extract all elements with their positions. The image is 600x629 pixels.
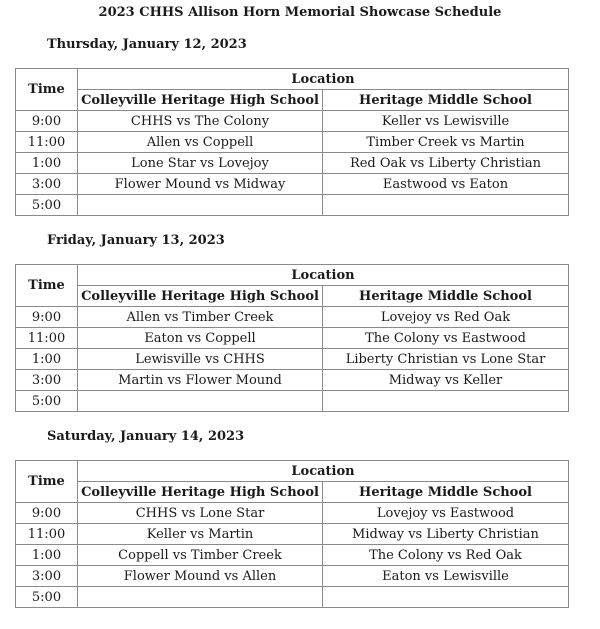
- page-title: 2023 CHHS Allison Horn Memorial Showcase Schedule: [98, 5, 502, 20]
- game-cell-chhs: Coppell vs Timber Creek: [78, 545, 323, 566]
- table-row: [16, 111, 569, 132]
- game-cell-hms: Liberty Christian vs Lone Star: [323, 349, 569, 370]
- time-cell: 3:00: [16, 370, 78, 391]
- game-cell-hms: Timber Creek vs Martin: [323, 132, 569, 153]
- game-cell-hms: Red Oak vs Liberty Christian: [323, 153, 569, 174]
- venue-header-hms: Heritage Middle School: [323, 482, 569, 503]
- game-cell-chhs: CHHS vs The Colony: [78, 111, 323, 132]
- time-cell: 1:00: [16, 153, 78, 174]
- time-header: Time: [16, 265, 78, 307]
- game-cell-chhs: Eaton vs Coppell: [78, 328, 323, 349]
- game-cell-chhs: Flower Mound vs Allen: [78, 566, 323, 587]
- table-row: [16, 587, 569, 608]
- time-cell: 9:00: [16, 111, 78, 132]
- venue-header-hms: Heritage Middle School: [323, 90, 569, 111]
- time-cell: 9:00: [16, 503, 78, 524]
- time-header: Time: [16, 461, 78, 503]
- time-cell: 1:00: [16, 349, 78, 370]
- time-cell: 3:00: [16, 174, 78, 195]
- game-cell-hms: Eastwood vs Eaton: [323, 174, 569, 195]
- game-cell-hms: Lovejoy vs Eastwood: [323, 503, 569, 524]
- game-cell-chhs: [78, 391, 323, 412]
- time-cell: 1:00: [16, 545, 78, 566]
- schedule-table-friday: [15, 264, 569, 412]
- table-row: [16, 566, 569, 587]
- game-cell-chhs: Allen vs Coppell: [78, 132, 323, 153]
- game-cell-hms: Midway vs Liberty Christian: [323, 524, 569, 545]
- table-row: [16, 132, 569, 153]
- game-cell-chhs: [78, 587, 323, 608]
- game-cell-chhs: CHHS vs Lone Star: [78, 503, 323, 524]
- table-row: [16, 153, 569, 174]
- schedule-table-thursday: [15, 68, 569, 216]
- table-row: [16, 545, 569, 566]
- game-cell-hms: Lovejoy vs Red Oak: [323, 307, 569, 328]
- time-cell: 5:00: [16, 195, 78, 216]
- game-cell-chhs: Lone Star vs Lovejoy: [78, 153, 323, 174]
- game-cell-chhs: Allen vs Timber Creek: [78, 307, 323, 328]
- table-row: [16, 370, 569, 391]
- game-cell-chhs: Martin vs Flower Mound: [78, 370, 323, 391]
- game-cell-hms: [323, 587, 569, 608]
- game-cell-hms: [323, 391, 569, 412]
- location-header: Location: [78, 461, 569, 482]
- day-heading-thursday: Thursday, January 12, 2023: [47, 37, 247, 52]
- table-row: [16, 349, 569, 370]
- game-cell-chhs: [78, 195, 323, 216]
- time-cell: 11:00: [16, 524, 78, 545]
- game-cell-chhs: Keller vs Martin: [78, 524, 323, 545]
- game-cell-hms: [323, 195, 569, 216]
- game-cell-hms: The Colony vs Eastwood: [323, 328, 569, 349]
- time-cell: 9:00: [16, 307, 78, 328]
- day-heading-saturday: Saturday, January 14, 2023: [47, 429, 245, 444]
- location-header: Location: [78, 265, 569, 286]
- game-cell-hms: The Colony vs Red Oak: [323, 545, 569, 566]
- venue-header-hms: Heritage Middle School: [323, 286, 569, 307]
- time-cell: 5:00: [16, 391, 78, 412]
- time-cell: 3:00: [16, 566, 78, 587]
- table-row: [16, 503, 569, 524]
- table-row: [16, 307, 569, 328]
- game-cell-hms: Keller vs Lewisville: [323, 111, 569, 132]
- venue-header-chhs: Colleyville Heritage High School: [78, 286, 323, 307]
- table-row: [16, 195, 569, 216]
- time-cell: 11:00: [16, 328, 78, 349]
- venue-header-chhs: Colleyville Heritage High School: [78, 482, 323, 503]
- location-header: Location: [78, 69, 569, 90]
- schedule-table-saturday: [15, 460, 569, 608]
- game-cell-chhs: Lewisville vs CHHS: [78, 349, 323, 370]
- time-header: Time: [16, 69, 78, 111]
- table-row: [16, 328, 569, 349]
- venue-header-chhs: Colleyville Heritage High School: [78, 90, 323, 111]
- table-row: [16, 391, 569, 412]
- time-cell: 11:00: [16, 132, 78, 153]
- day-heading-friday: Friday, January 13, 2023: [47, 233, 225, 248]
- game-cell-hms: Midway vs Keller: [323, 370, 569, 391]
- time-cell: 5:00: [16, 587, 78, 608]
- table-row: [16, 174, 569, 195]
- game-cell-hms: Eaton vs Lewisville: [323, 566, 569, 587]
- game-cell-chhs: Flower Mound vs Midway: [78, 174, 323, 195]
- table-row: [16, 524, 569, 545]
